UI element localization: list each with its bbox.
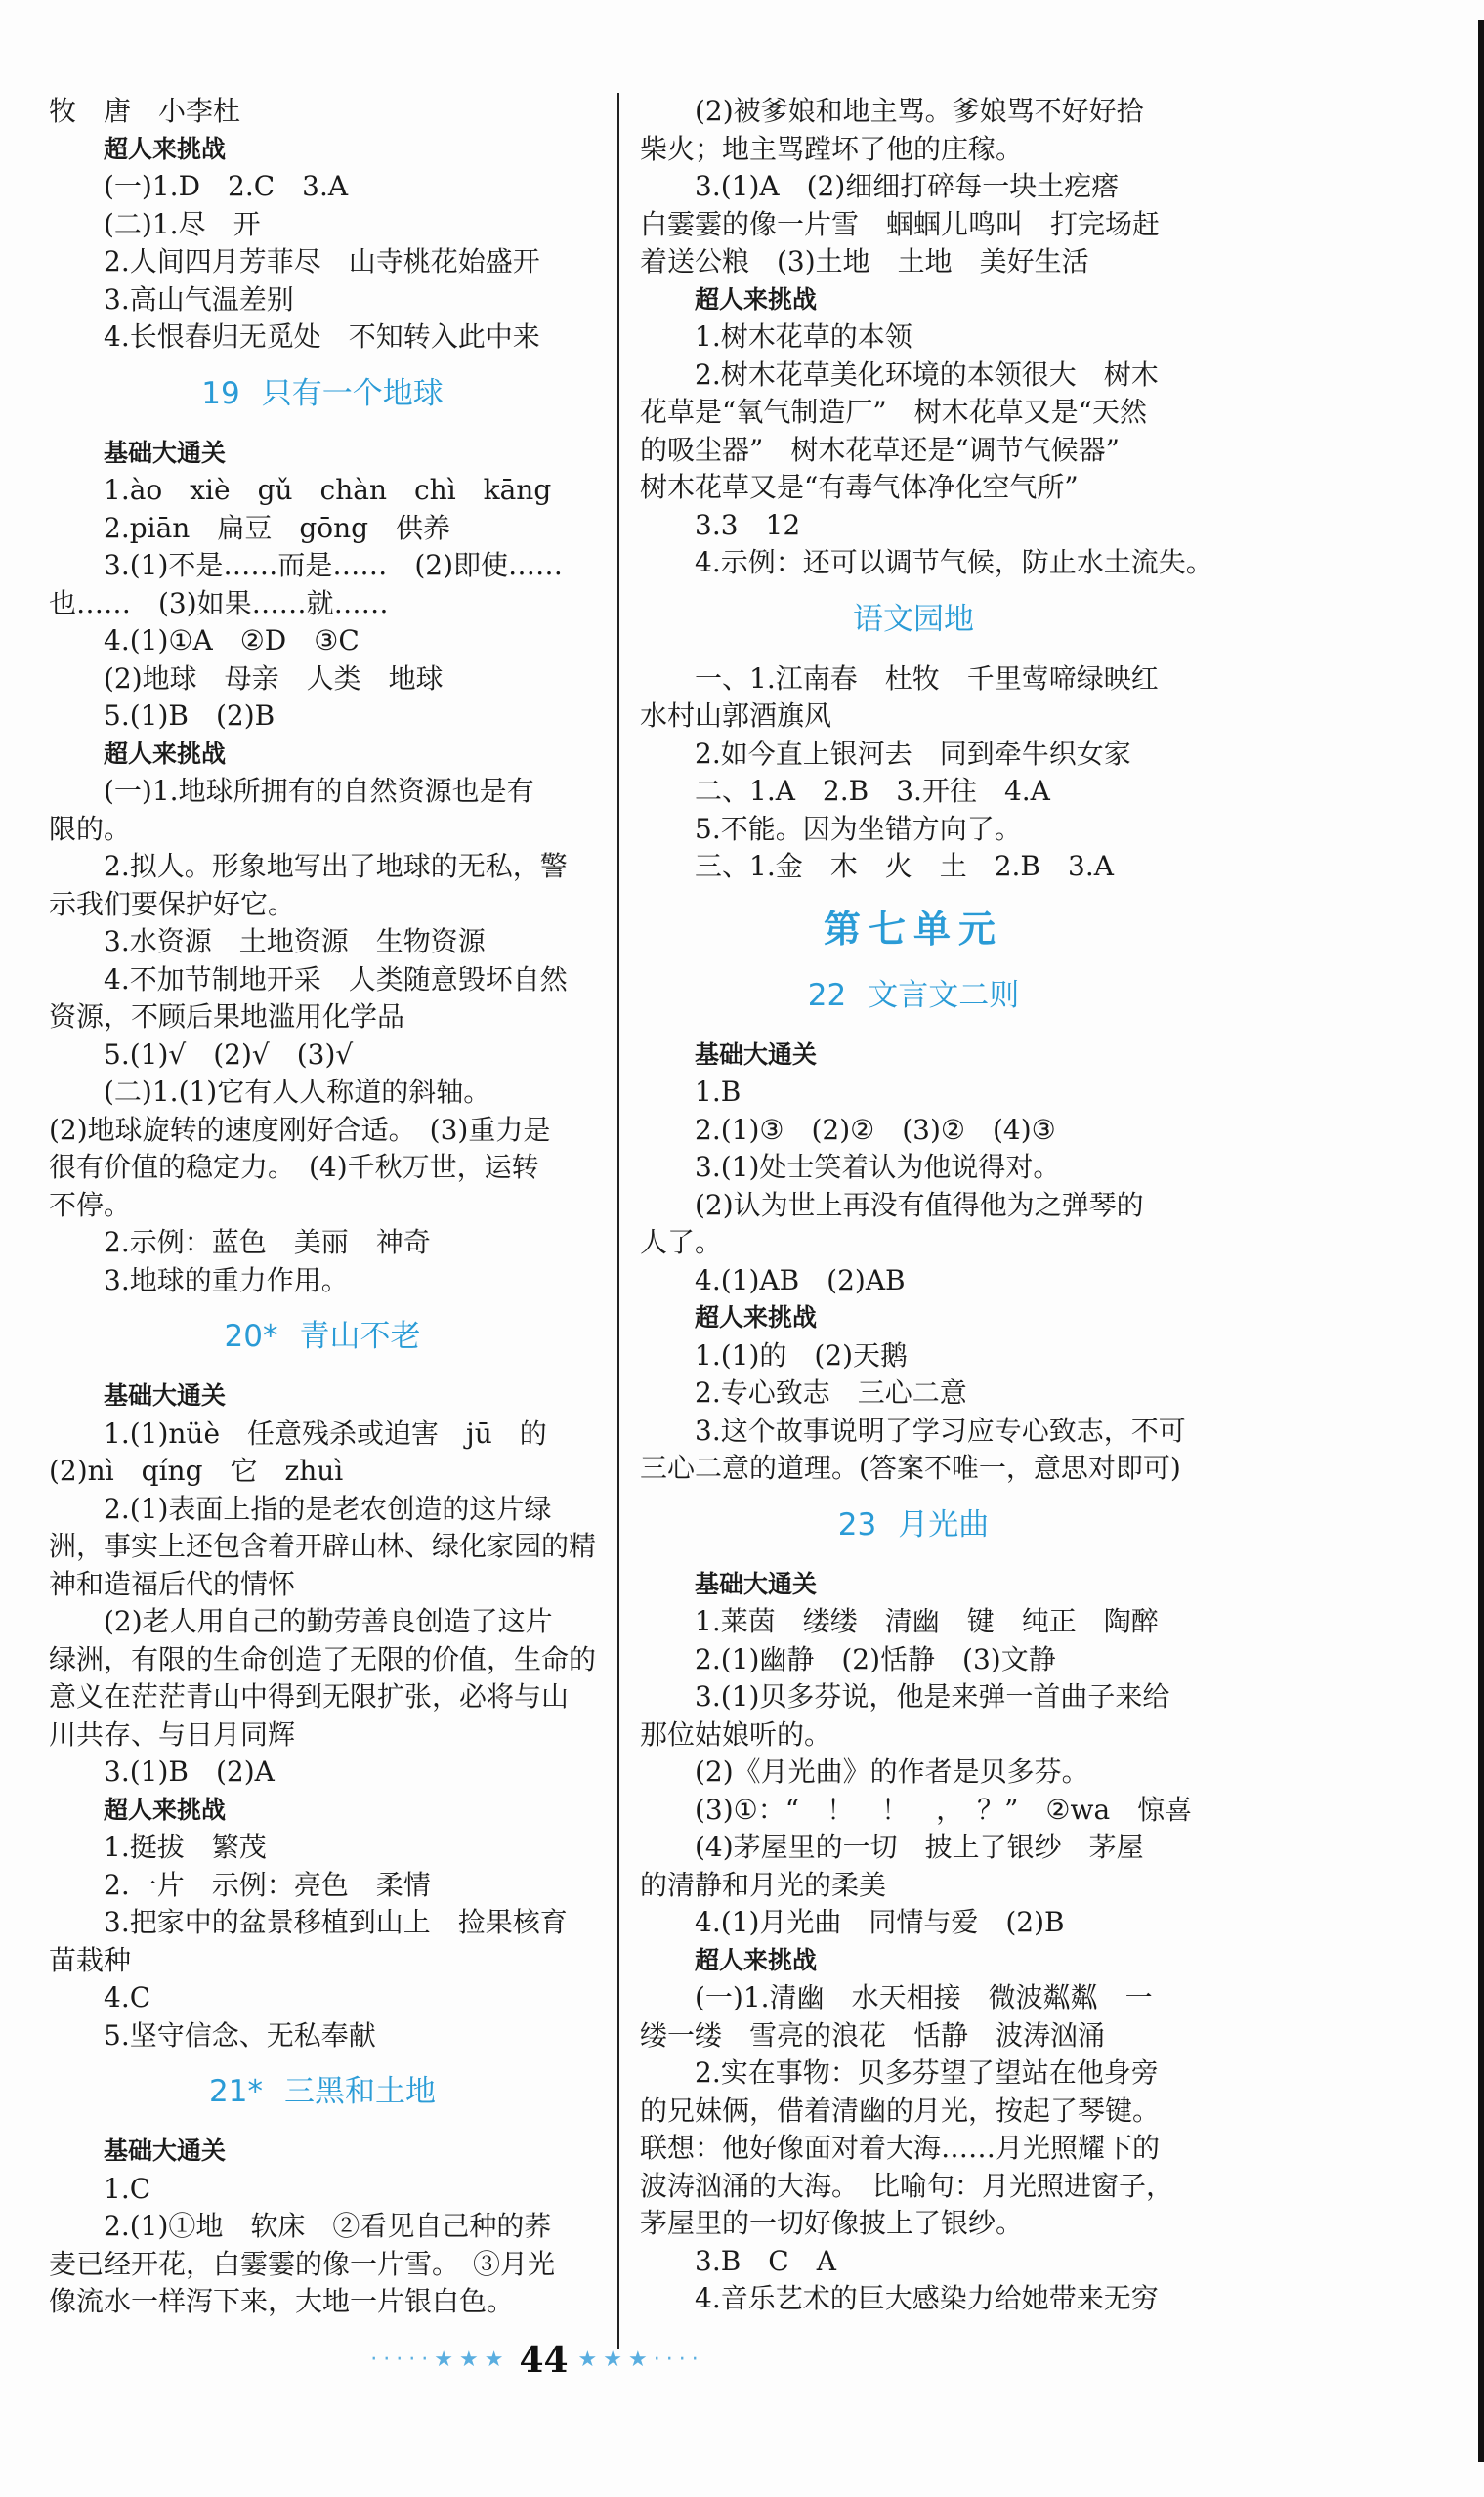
garden-answers — [640, 660, 1187, 886]
lesson-number: 20* — [224, 1319, 278, 1354]
answer-line: (2)地球旋转的速度刚好合适。 (3)重力是 — [49, 1113, 551, 1146]
section-subheading: 超人来挑战 — [695, 284, 818, 314]
answer-line: 2.实在事物：贝多芬望了望站在他身旁 — [695, 2056, 1159, 2089]
answer-line: (2)地球 母亲 人类 地球 — [104, 661, 444, 695]
answer-line: 3.3 12 — [695, 508, 801, 541]
answer-line: (二)1.(1)它有人人称道的斜轴。 — [104, 1076, 491, 1108]
lesson-23-answers — [640, 1566, 1193, 2318]
lesson-name: 青山不老 — [299, 1319, 421, 1354]
answer-line: (2)nì qíng 它 zhuì — [49, 1455, 344, 1487]
answer-line: 3.地球的重力作用。 — [104, 1263, 349, 1296]
section-subheading: 超人来挑战 — [695, 1945, 818, 1974]
answer-line: 限的。 — [49, 812, 132, 845]
answer-line: 4.(1)①A ②D ③C — [104, 624, 360, 656]
answer-line: 的吸尘器” 树木花草还是“调节气候器” — [640, 433, 1120, 466]
answer-line: 三心二意的道理。(答案不唯一，意思对即可) — [640, 1452, 1181, 1484]
answer-line: 2.(1)①地 软床 ②看见自己种的荞 — [104, 2210, 552, 2242]
answer-line: (一)1.清幽 水天相接 微波粼粼 一 — [695, 1981, 1153, 2013]
answer-line: 很有价值的稳定力。 (4)千秋万世，运转 — [49, 1151, 539, 1183]
answer-line: 3.这个故事说明了学习应专心致志，不可 — [695, 1414, 1186, 1447]
answer-line: 川共存、与日月同辉 — [49, 1717, 296, 1751]
answer-line: 三、1.金 木 火 土 2.B 3.A — [695, 850, 1114, 882]
stars-right: ★★★···· — [577, 2348, 704, 2372]
answer-line: 牧 唐 小李杜 — [49, 95, 241, 127]
answer-line: (一)1.D 2.C 3.A — [104, 170, 349, 202]
lesson-20-answers — [49, 1377, 596, 2054]
section-subheading: 超人来挑战 — [104, 1795, 227, 1824]
answer-line: 的清静和月光的柔美 — [640, 1868, 887, 1901]
answer-line: 3.(1)贝多芬说，他是来弹一首曲子来给 — [695, 1680, 1170, 1713]
answer-line: 2.(1)③ (2)② (3)② (4)③ — [695, 1113, 1056, 1146]
answer-line: (2)《月光曲》的作者是贝多芬。 — [695, 1756, 1089, 1788]
lesson-20-title — [49, 1317, 596, 1356]
answer-line: 像流水一样泻下来，大地一片银白色。 — [49, 2285, 515, 2317]
unit-title: 第七单元 — [823, 906, 1003, 951]
answer-line: 的兄妹俩，借着清幽的月光，按起了琴键。 — [640, 2094, 1161, 2127]
answer-line: 3.水资源 土地资源 生物资源 — [104, 925, 486, 957]
lesson-23-title — [640, 1505, 1187, 1545]
left-column — [49, 93, 596, 2321]
section-subheading: 基础大通关 — [695, 1569, 818, 1598]
lesson-22-title — [640, 976, 1187, 1015]
section-subheading: 超人来挑战 — [104, 739, 227, 768]
answer-line: 资源，不顾后果地滥用化学品 — [49, 1000, 405, 1033]
lesson-name: 三黑和土地 — [283, 2074, 436, 2109]
answer-line: 2.(1)表面上指的是老农创造的这片绿 — [104, 1492, 552, 1525]
answer-line: 4.(1)AB (2)AB — [695, 1263, 906, 1296]
answer-line: 1.(1)nüè 任意残杀或迫害 jū 的 — [104, 1417, 547, 1450]
lesson-21-answers — [49, 2133, 596, 2321]
answer-line: 4.C — [104, 1981, 151, 2013]
answer-line: (3)①：“ ！ ！ ， ？” ②wa 惊喜 — [695, 1793, 1193, 1826]
answer-line: 花草是“氧气制造厂” 树木花草又是“天然 — [640, 396, 1147, 428]
answer-line: 3.(1)不是……而是…… (2)即使…… — [104, 549, 564, 581]
section-subheading: 基础大通关 — [104, 1381, 227, 1410]
answer-line: (二)1.尽 开 — [104, 207, 261, 240]
answer-line: 3.(1)A (2)细细打碎每一块土疙瘩 — [695, 170, 1120, 202]
lesson-name: 月光曲 — [898, 1506, 990, 1543]
answer-line: 1.(1)的 (2)天鹅 — [695, 1338, 909, 1372]
lesson-number: 19 — [201, 375, 240, 411]
lesson-name: 只有一个地球 — [261, 375, 444, 411]
answer-line: 2.如今直上银河去 同到牵牛织女家 — [695, 737, 1131, 770]
lesson-number: 22 — [807, 977, 847, 1013]
garden-title: 语文园地 — [853, 601, 974, 637]
section-subheading: 基础大通关 — [104, 2137, 227, 2165]
answer-line: 示我们要保护好它。 — [49, 887, 296, 920]
answer-line: 1.挺拔 繁茂 — [104, 1831, 267, 1863]
answer-line: 水村山郭酒旗风 — [640, 699, 832, 732]
answer-line: 5.不能。因为坐错方向了。 — [695, 812, 1022, 845]
answer-line: 缕一缕 雪亮的浪花 恬静 波涛汹涌 — [640, 2018, 1106, 2052]
lesson-19-answers — [49, 435, 596, 1300]
answer-line: 3.B C A — [695, 2244, 836, 2277]
section-subheading: 基础大通关 — [695, 1039, 818, 1069]
answer-line: 3.高山气温差别 — [104, 282, 294, 316]
section-18-continued — [49, 93, 596, 357]
answer-line: 1.莱茵 缕缕 清幽 键 纯正 陶醉 — [695, 1605, 1159, 1637]
answer-line: 5.(1)B (2)B — [104, 699, 276, 732]
answer-line: 那位姑娘听的。 — [640, 1717, 832, 1751]
answer-line: 2.一片 示例：亮色 柔情 — [104, 1868, 431, 1901]
answer-line: 人了。 — [640, 1226, 723, 1258]
answer-line: 波涛汹涌的大海。 比喻句：月光照进窗子， — [640, 2169, 1174, 2202]
answer-line: 2.树木花草美化环境的本领很大 树木 — [695, 358, 1159, 391]
answer-line: 2.示例：蓝色 美丽 神奇 — [104, 1226, 431, 1258]
lesson-21-continued — [640, 93, 1213, 582]
answer-line: 4.长恨春归无觅处 不知转入此中来 — [104, 320, 540, 353]
answer-line: 3.(1)处士笑着认为他说得对。 — [695, 1151, 1061, 1183]
page-edge-bar — [1478, 20, 1484, 2462]
answer-line: 2.人间四月芳菲尽 山寺桃花始盛开 — [104, 245, 540, 277]
answer-line: 3.把家中的盆景移植到山上 捡果核育 — [104, 1906, 568, 1938]
answer-line: 联想：他好像面对着大海……月光照耀下的 — [640, 2132, 1161, 2164]
answer-line: 4.示例：还可以调节气候，防止水土流失。 — [695, 546, 1213, 578]
answer-line: 4.音乐艺术的巨大感染力给她带来无穷 — [695, 2282, 1159, 2314]
answer-line: (2)被爹娘和地主骂。爹娘骂不好好拾 — [695, 95, 1144, 127]
answer-line: 2.piān 扁豆 gōng 供养 — [104, 511, 451, 544]
page-number: 44 — [519, 2340, 569, 2381]
answer-line: 2.专心致志 三心二意 — [695, 1376, 967, 1409]
lesson-number: 21* — [209, 2074, 263, 2109]
answer-line: 1.树木花草的本领 — [695, 320, 912, 353]
answer-line: 着送公粮 (3)土地 土地 美好生活 — [640, 245, 1089, 277]
column-divider — [617, 93, 619, 2349]
answer-line: 苗栽种 — [49, 1943, 132, 1976]
answer-line: 树木花草又是“有毒气体净化空气所” — [640, 471, 1079, 503]
answer-line: 神和造福后代的情怀 — [49, 1567, 296, 1600]
answer-line: (4)茅屋里的一切 披上了银纱 茅屋 — [695, 1831, 1144, 1863]
answer-line: 5.坚守信念、无私奉献 — [104, 2018, 376, 2052]
answer-line: 2.(1)幽静 (2)恬静 (3)文静 — [695, 1642, 1056, 1675]
answer-line: 2.拟人。形象地写出了地球的无私，警 — [104, 850, 568, 882]
answer-line: 不停。 — [49, 1188, 132, 1221]
answer-line: 1.ào xiè gǔ chàn chì kāng — [104, 474, 552, 506]
answer-line: 一、1.江南春 杜牧 千里莺啼绿映红 — [695, 661, 1159, 695]
lesson-21-title — [49, 2072, 596, 2111]
answer-line: 柴火；地主骂蹚坏了他的庄稼。 — [640, 132, 1024, 165]
answer-line: 意义在茫茫青山中得到无限扩张，必将与山 — [49, 1680, 570, 1713]
answer-line: 1.B — [695, 1076, 742, 1108]
answer-line: 白霎霎的像一片雪 蝈蝈儿鸣叫 打完场赶 — [640, 207, 1161, 240]
answer-line: (2)老人用自己的勤劳善良创造了这片 — [104, 1605, 553, 1637]
answer-line: 二、1.A 2.B 3.开往 4.A — [695, 775, 1050, 807]
answer-line: (2)认为世上再没有值得他为之弹琴的 — [695, 1188, 1144, 1221]
answer-line: 绿洲，有限的生命创造了无限的价值，生命的 — [49, 1642, 597, 1675]
section-subheading: 超人来挑战 — [104, 134, 227, 163]
lesson-number: 23 — [837, 1506, 877, 1543]
stars-left: ·····★★★ — [370, 2348, 510, 2372]
answer-line: 麦已经开花，白霎霎的像一片雪。 ③月光 — [49, 2247, 556, 2280]
section-subheading: 基础大通关 — [104, 438, 227, 467]
answer-line: 茅屋里的一切好像披上了银纱。 — [640, 2207, 1024, 2239]
answer-line: 4.不加节制地开采 人类随意毁坏自然 — [104, 962, 568, 995]
answer-line: 4.(1)月光曲 同情与爱 (2)B — [695, 1906, 1065, 1938]
answer-line: (一)1.地球所拥有的自然资源也是有 — [104, 775, 534, 807]
answer-line: 1.C — [104, 2172, 151, 2205]
lesson-19-title — [49, 374, 596, 413]
lesson-name: 文言文二则 — [868, 977, 1020, 1013]
lesson-22-answers — [640, 1037, 1187, 1488]
answer-line: 洲，事实上还包含着开辟山林、绿化家园的精 — [49, 1530, 597, 1562]
page-footer — [293, 2340, 782, 2381]
answer-line: 5.(1)√ (2)√ (3)√ — [104, 1037, 354, 1071]
answer-line: 也…… (3)如果……就…… — [49, 586, 389, 619]
section-subheading: 超人来挑战 — [695, 1303, 818, 1332]
right-column — [640, 93, 1213, 2318]
answer-line: 3.(1)B (2)A — [104, 1756, 275, 1788]
